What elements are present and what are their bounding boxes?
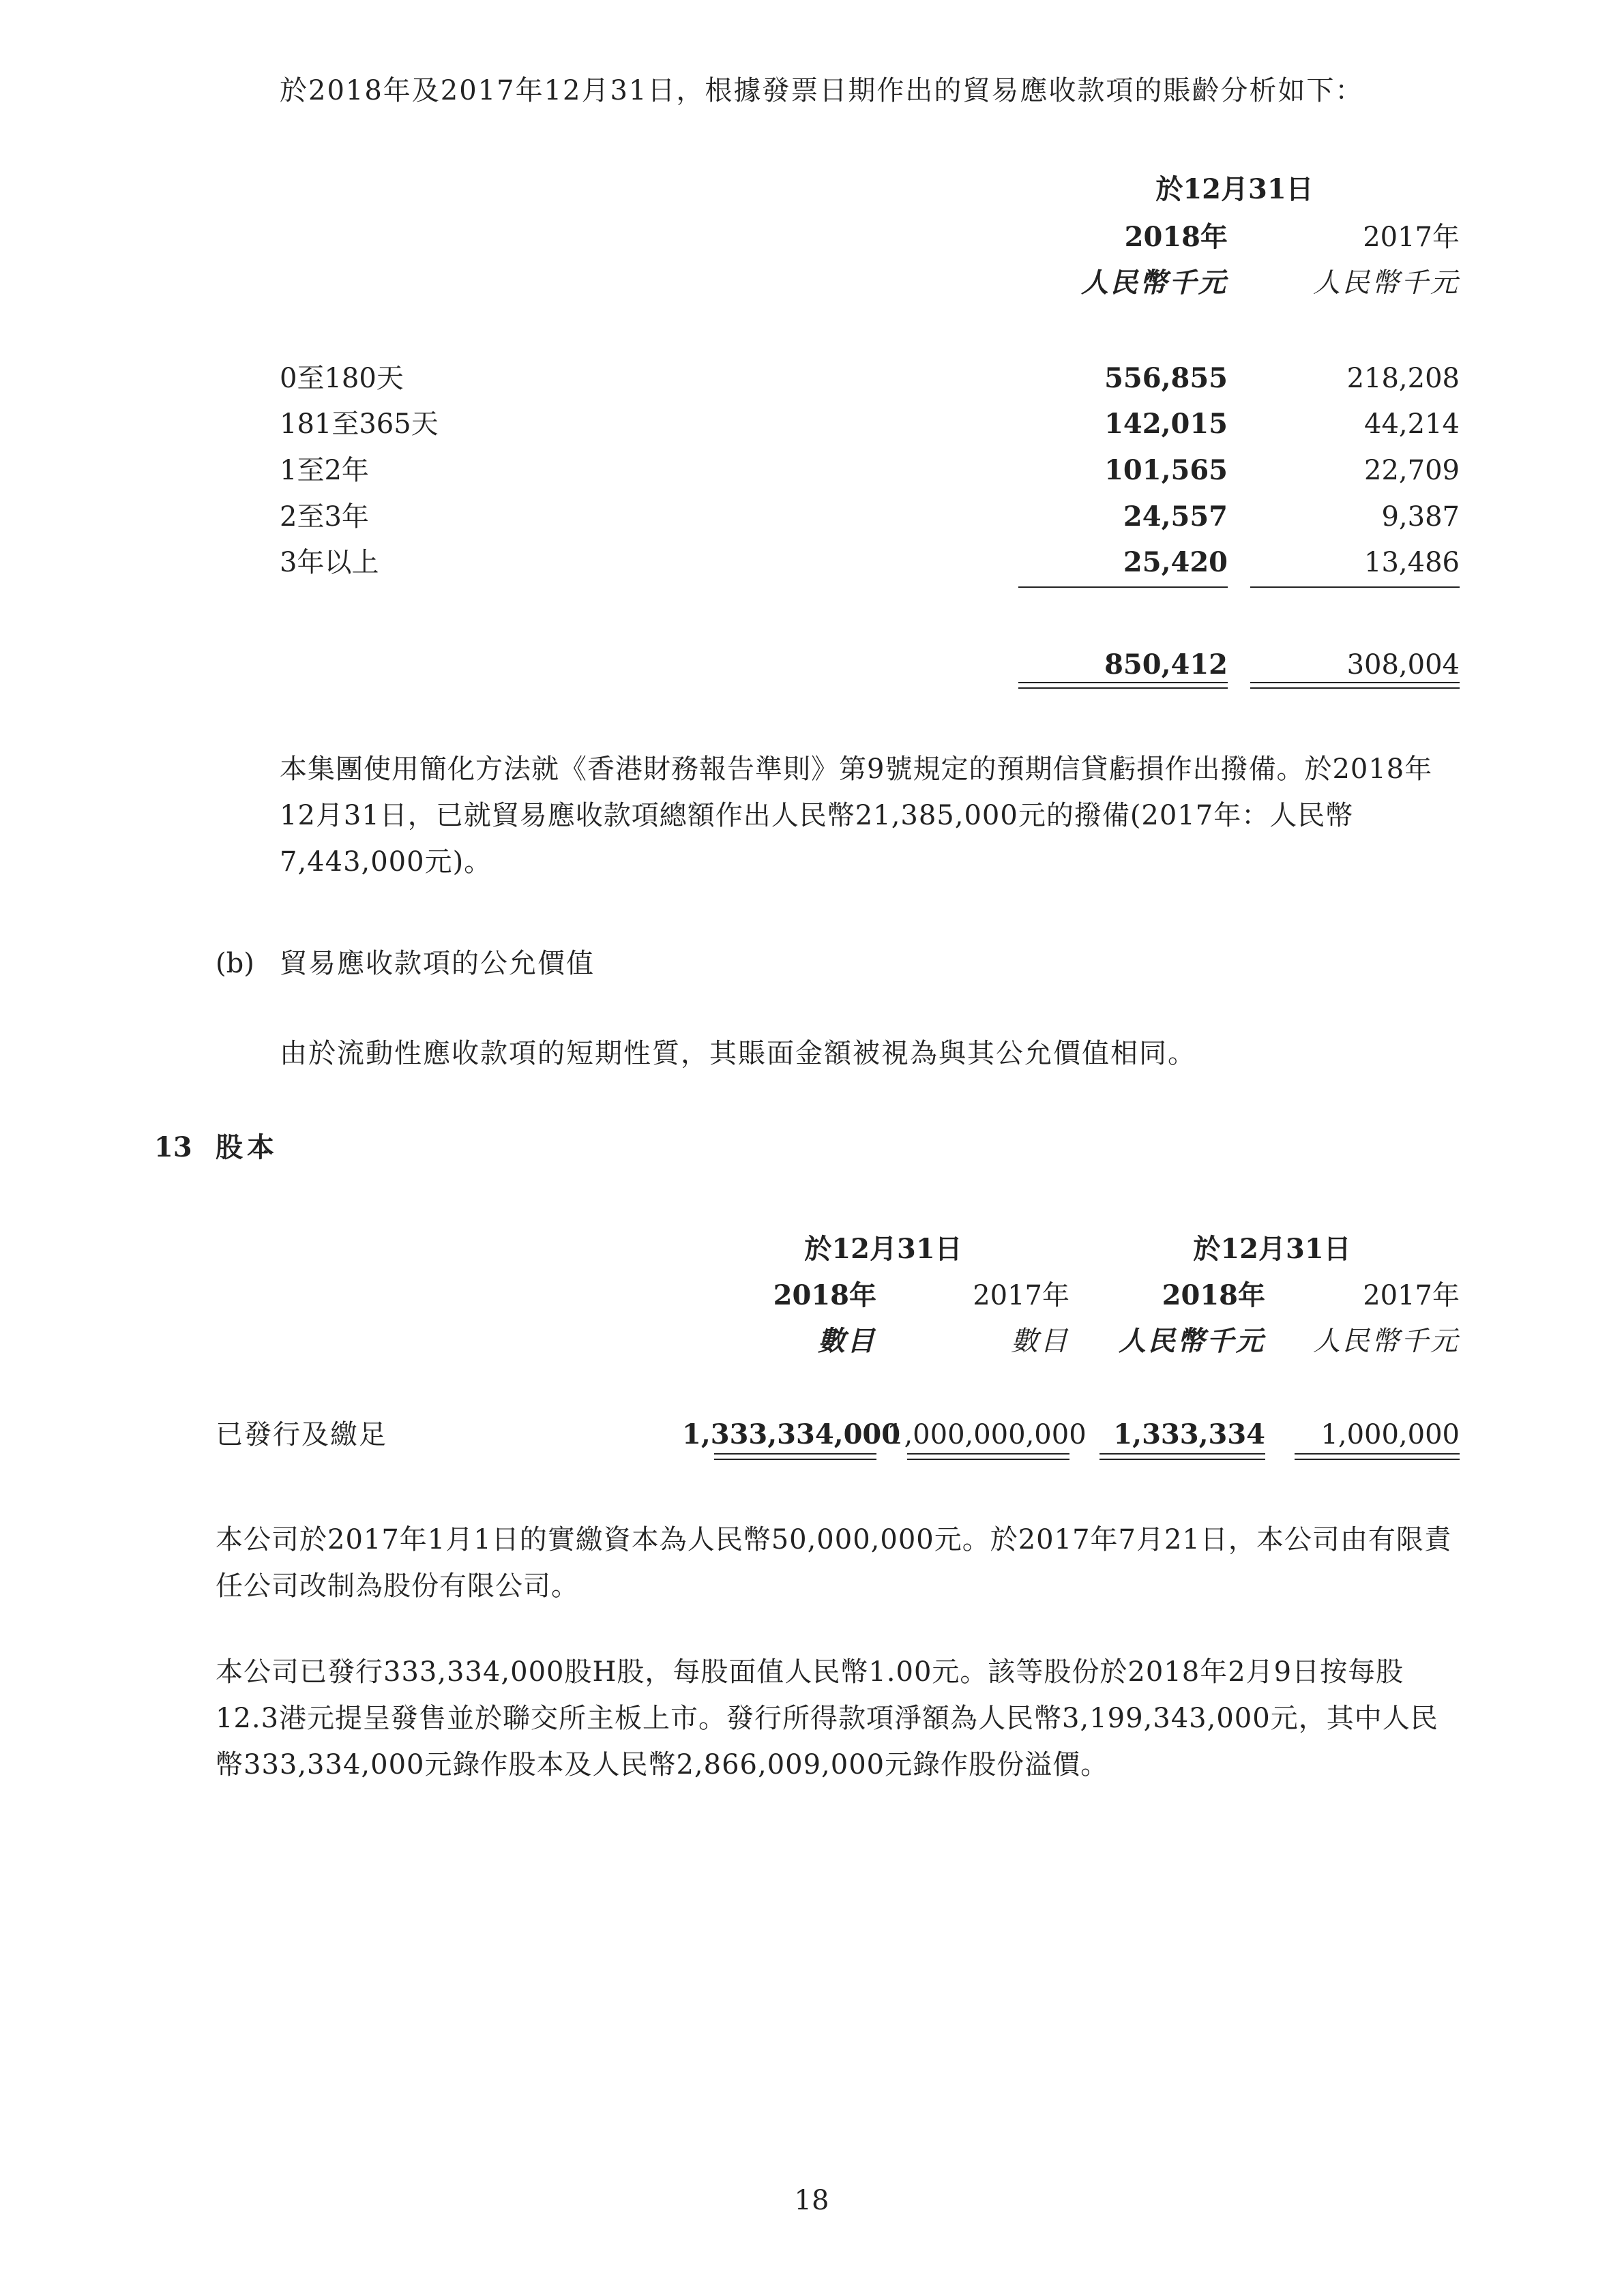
table-cell-2018: 142,015 [1104,408,1228,440]
table-cell: 1,000,000,000 [887,1419,1087,1450]
total-double-rule [1250,687,1460,689]
ageing-year-2018: 2018年 [1124,221,1228,253]
table-row-label: 2至3年 [280,501,369,533]
total-double-rule [1018,682,1228,683]
table-row-label: 1至2年 [280,455,369,486]
share-unit-c: 人民幣千元 [1119,1325,1265,1357]
total-double-rule [907,1459,1069,1460]
ageing-unit-2017: 人民幣千元 [1313,267,1460,299]
fair-value-text: 由於流動性應收款項的短期性質，其賬面金額被視為與其公允價值相同。 [280,1038,1196,1069]
table-row-label: 已發行及繳足 [216,1419,387,1450]
table-row-label: 0至180天 [280,363,404,394]
table-cell-2018: 101,565 [1104,454,1228,486]
total-double-rule [714,1459,876,1460]
subtotal-rule [1018,586,1228,588]
share-year-2018-a: 2018年 [773,1279,876,1311]
total-double-rule [714,1453,876,1455]
share-year-2017-a: 2017年 [973,1280,1069,1311]
table-cell: 1,333,334,000 [682,1418,901,1450]
total-double-rule [907,1453,1069,1455]
share-year-2017-b: 2017年 [1363,1280,1460,1311]
share-unit-a: 數目 [818,1325,876,1357]
ageing-year-2017: 2017年 [1363,222,1460,253]
total-double-rule [1295,1459,1460,1460]
page-number: 18 [794,2185,829,2216]
total-double-rule [1099,1453,1265,1455]
section-13-title: 股本 [216,1131,278,1163]
total-2018: 850,412 [1104,648,1228,681]
share-year-2018-b: 2018年 [1162,1279,1265,1311]
table-cell-2017: 22,709 [1364,455,1460,486]
share-unit-b: 數目 [1011,1326,1069,1357]
section-b-title: 貿易應收款項的公允價值 [280,948,595,979]
table-cell-2017: 218,208 [1346,363,1460,394]
total-double-rule [1099,1459,1265,1460]
ecl-provision-note: 本集團使用簡化方法就《香港財務報告準則》第9號規定的預期信貸虧損作出撥備。於2018年12月31日，已就貿易應收款項總額作出人民幣21,385,000元的撥備(2017年：人民幣7,443,000元)。 [280,754,1433,878]
table-cell: 1,333,334 [1113,1418,1265,1450]
table-cell-2018: 556,855 [1104,362,1228,394]
total-double-rule [1018,687,1228,689]
table-row-label: 3年以上 [280,547,379,578]
table-cell-2017: 44,214 [1364,408,1460,440]
section-b-label: (b) [216,948,254,979]
share-capital-para-2: 本公司已發行333,334,000股H股，每股面值人民幣1.00元。該等股份於2018年2月9日按每股12.3港元提呈發售並於聯交所主板上市。發行所得款項淨額為人民幣3,199,343,000元，其中人民幣333,334,000元錄作股本及人民幣2,866,009,000元錄作股份溢價。 [216,1656,1438,1780]
share-as-at-right: 於12月31日 [1193,1233,1351,1265]
table-cell-2018: 24,557 [1123,501,1228,533]
ageing-as-at-header: 於12月31日 [1155,173,1314,205]
section-13-number: 13 [154,1131,192,1163]
table-row-label: 181至365天 [280,408,439,440]
total-2017: 308,004 [1346,649,1460,681]
total-double-rule [1295,1453,1460,1455]
table-cell-2017: 9,387 [1381,501,1460,533]
table-cell: 1,000,000 [1320,1419,1460,1450]
total-double-rule [1250,682,1460,683]
table-cell-2017: 13,486 [1364,547,1460,578]
ageing-intro: 於2018年及2017年12月31日，根據發票日期作出的貿易應收款項的賬齡分析如下： [280,75,1364,106]
share-unit-d: 人民幣千元 [1313,1326,1460,1357]
share-capital-para-1: 本公司於2017年1月1日的實繳資本為人民幣50,000,000元。於2017年7月21日，本公司由有限責任公司改制為股份有限公司。 [216,1524,1452,1602]
share-as-at-left: 於12月31日 [804,1233,962,1265]
table-cell-2018: 25,420 [1123,546,1228,578]
subtotal-rule [1250,586,1460,588]
ageing-unit-2018: 人民幣千元 [1081,267,1228,299]
